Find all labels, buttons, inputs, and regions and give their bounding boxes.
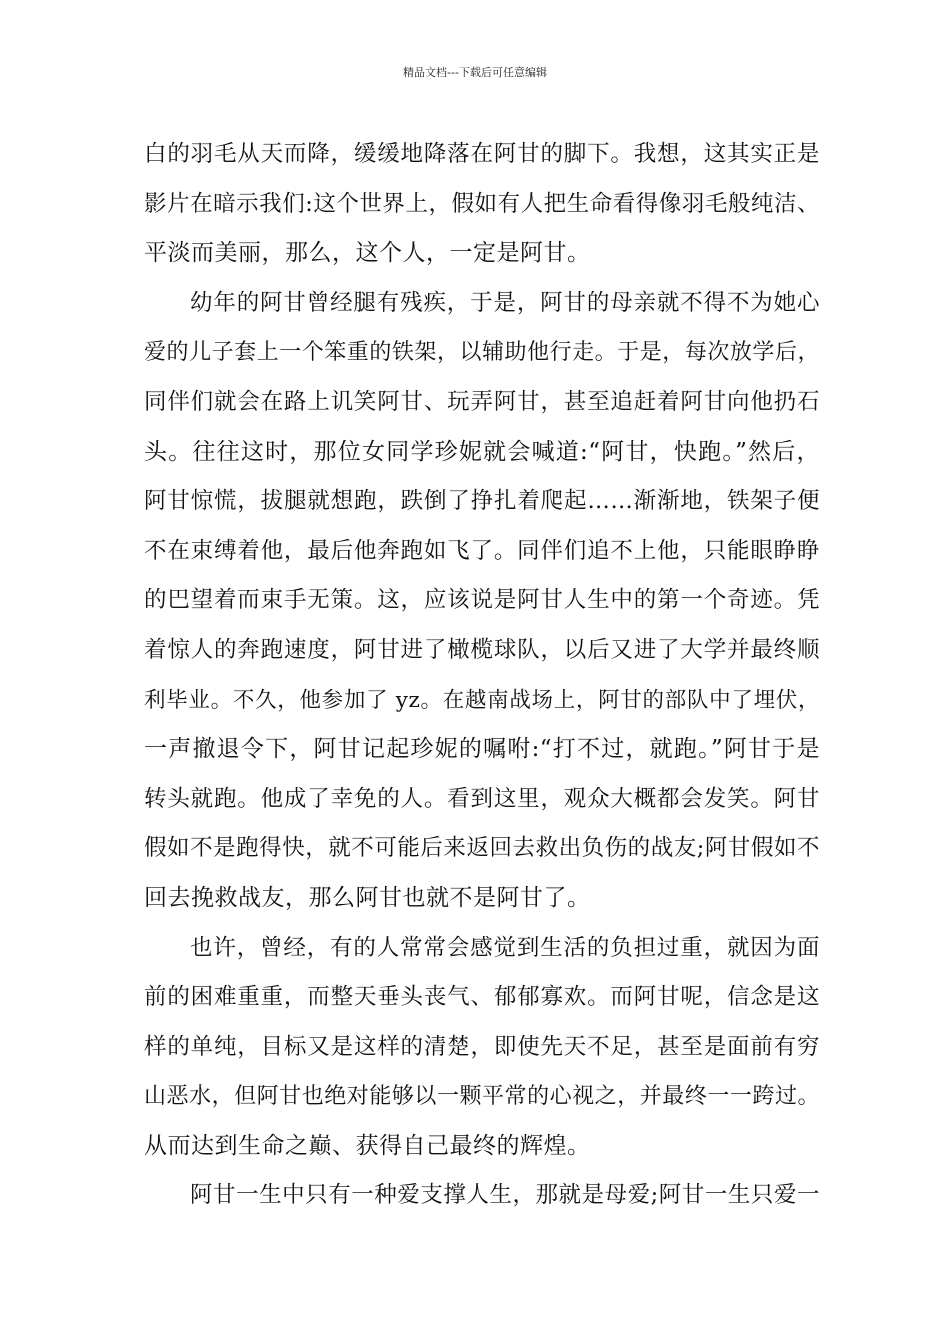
text-line: 利毕业。不久，他参加了 yz。在越南战场上，阿甘的部队中了埋伏， <box>144 687 820 713</box>
text-line: 头。往往这时，那位女同学珍妮就会喊道:“阿甘，快跑。”然后， <box>144 438 820 465</box>
paragraph <box>144 279 820 924</box>
text-line: 一声撤退令下，阿甘记起珍妮的嘱咐:“打不过，就跑。”阿甘于是 <box>144 736 820 763</box>
text-line: 同伴们就会在路上讥笑阿甘、玩弄阿甘，甚至追赶着阿甘向他扔石 <box>144 388 820 415</box>
text-line: 着惊人的奔跑速度，阿甘进了橄榄球队，以后又进了大学并最终顺 <box>144 636 820 663</box>
paragraph <box>144 1171 820 1221</box>
text-line: 山恶水，但阿甘也绝对能够以一颗平常的心视之，并最终一一跨过。 <box>144 1084 820 1110</box>
text-line: 回去挽救战友，那么阿甘也就不是阿甘了。 <box>144 884 591 911</box>
text-line: 爱的儿子套上一个笨重的铁架，以辅助他行走。于是，每次放学后， <box>144 340 820 366</box>
page-header: 精品文档---下载后可任意编辑 <box>403 66 547 79</box>
text-line: 前的困难重重，而整天垂头丧气、郁郁寡欢。而阿甘呢，信念是这 <box>144 984 820 1011</box>
text-line: 假如不是跑得快，就不可能后来返回去救出负伤的战友;阿甘假如不 <box>144 835 820 862</box>
paragraph <box>144 130 820 279</box>
document-body <box>144 130 820 1221</box>
text-line: 阿甘惊慌，拔腿就想跑，跌倒了挣扎着爬起……渐渐地，铁架子便 <box>144 488 820 515</box>
text-line: 平淡而美丽，那么，这个人，一定是阿甘。 <box>144 240 591 267</box>
text-line: 不在束缚着他，最后他奔跑如飞了。同伴们追不上他，只能眼睁睁 <box>144 537 820 564</box>
text-line: 影片在暗示我们:这个世界上，假如有人把生命看得像羽毛般纯洁、 <box>144 190 820 217</box>
paragraph <box>144 924 820 1172</box>
text-line: 样的单纯，目标又是这样的清楚，即使先天不足，甚至是面前有穷 <box>144 1033 820 1060</box>
text-line: 的巴望着而束手无策。这，应该说是阿甘人生中的第一个奇迹。凭 <box>144 587 820 614</box>
text-line: 阿甘一生中只有一种爱支撑人生，那就是母爱;阿甘一生只爱一 <box>190 1182 820 1209</box>
text-line: 从而达到生命之巅、获得自己最终的辉煌。 <box>144 1132 591 1159</box>
text-line: 白的羽毛从天而降，缓缓地降落在阿甘的脚下。我想，这其实正是 <box>144 141 820 167</box>
text-line: 也许，曾经，有的人常常会感觉到生活的负担过重，就因为面 <box>190 934 820 961</box>
text-line: 转头就跑。他成了幸免的人。看到这里，观众大概都会发笑。阿甘 <box>144 785 820 812</box>
text-line: 幼年的阿甘曾经腿有残疾，于是，阿甘的母亲就不得不为她心 <box>190 289 820 316</box>
